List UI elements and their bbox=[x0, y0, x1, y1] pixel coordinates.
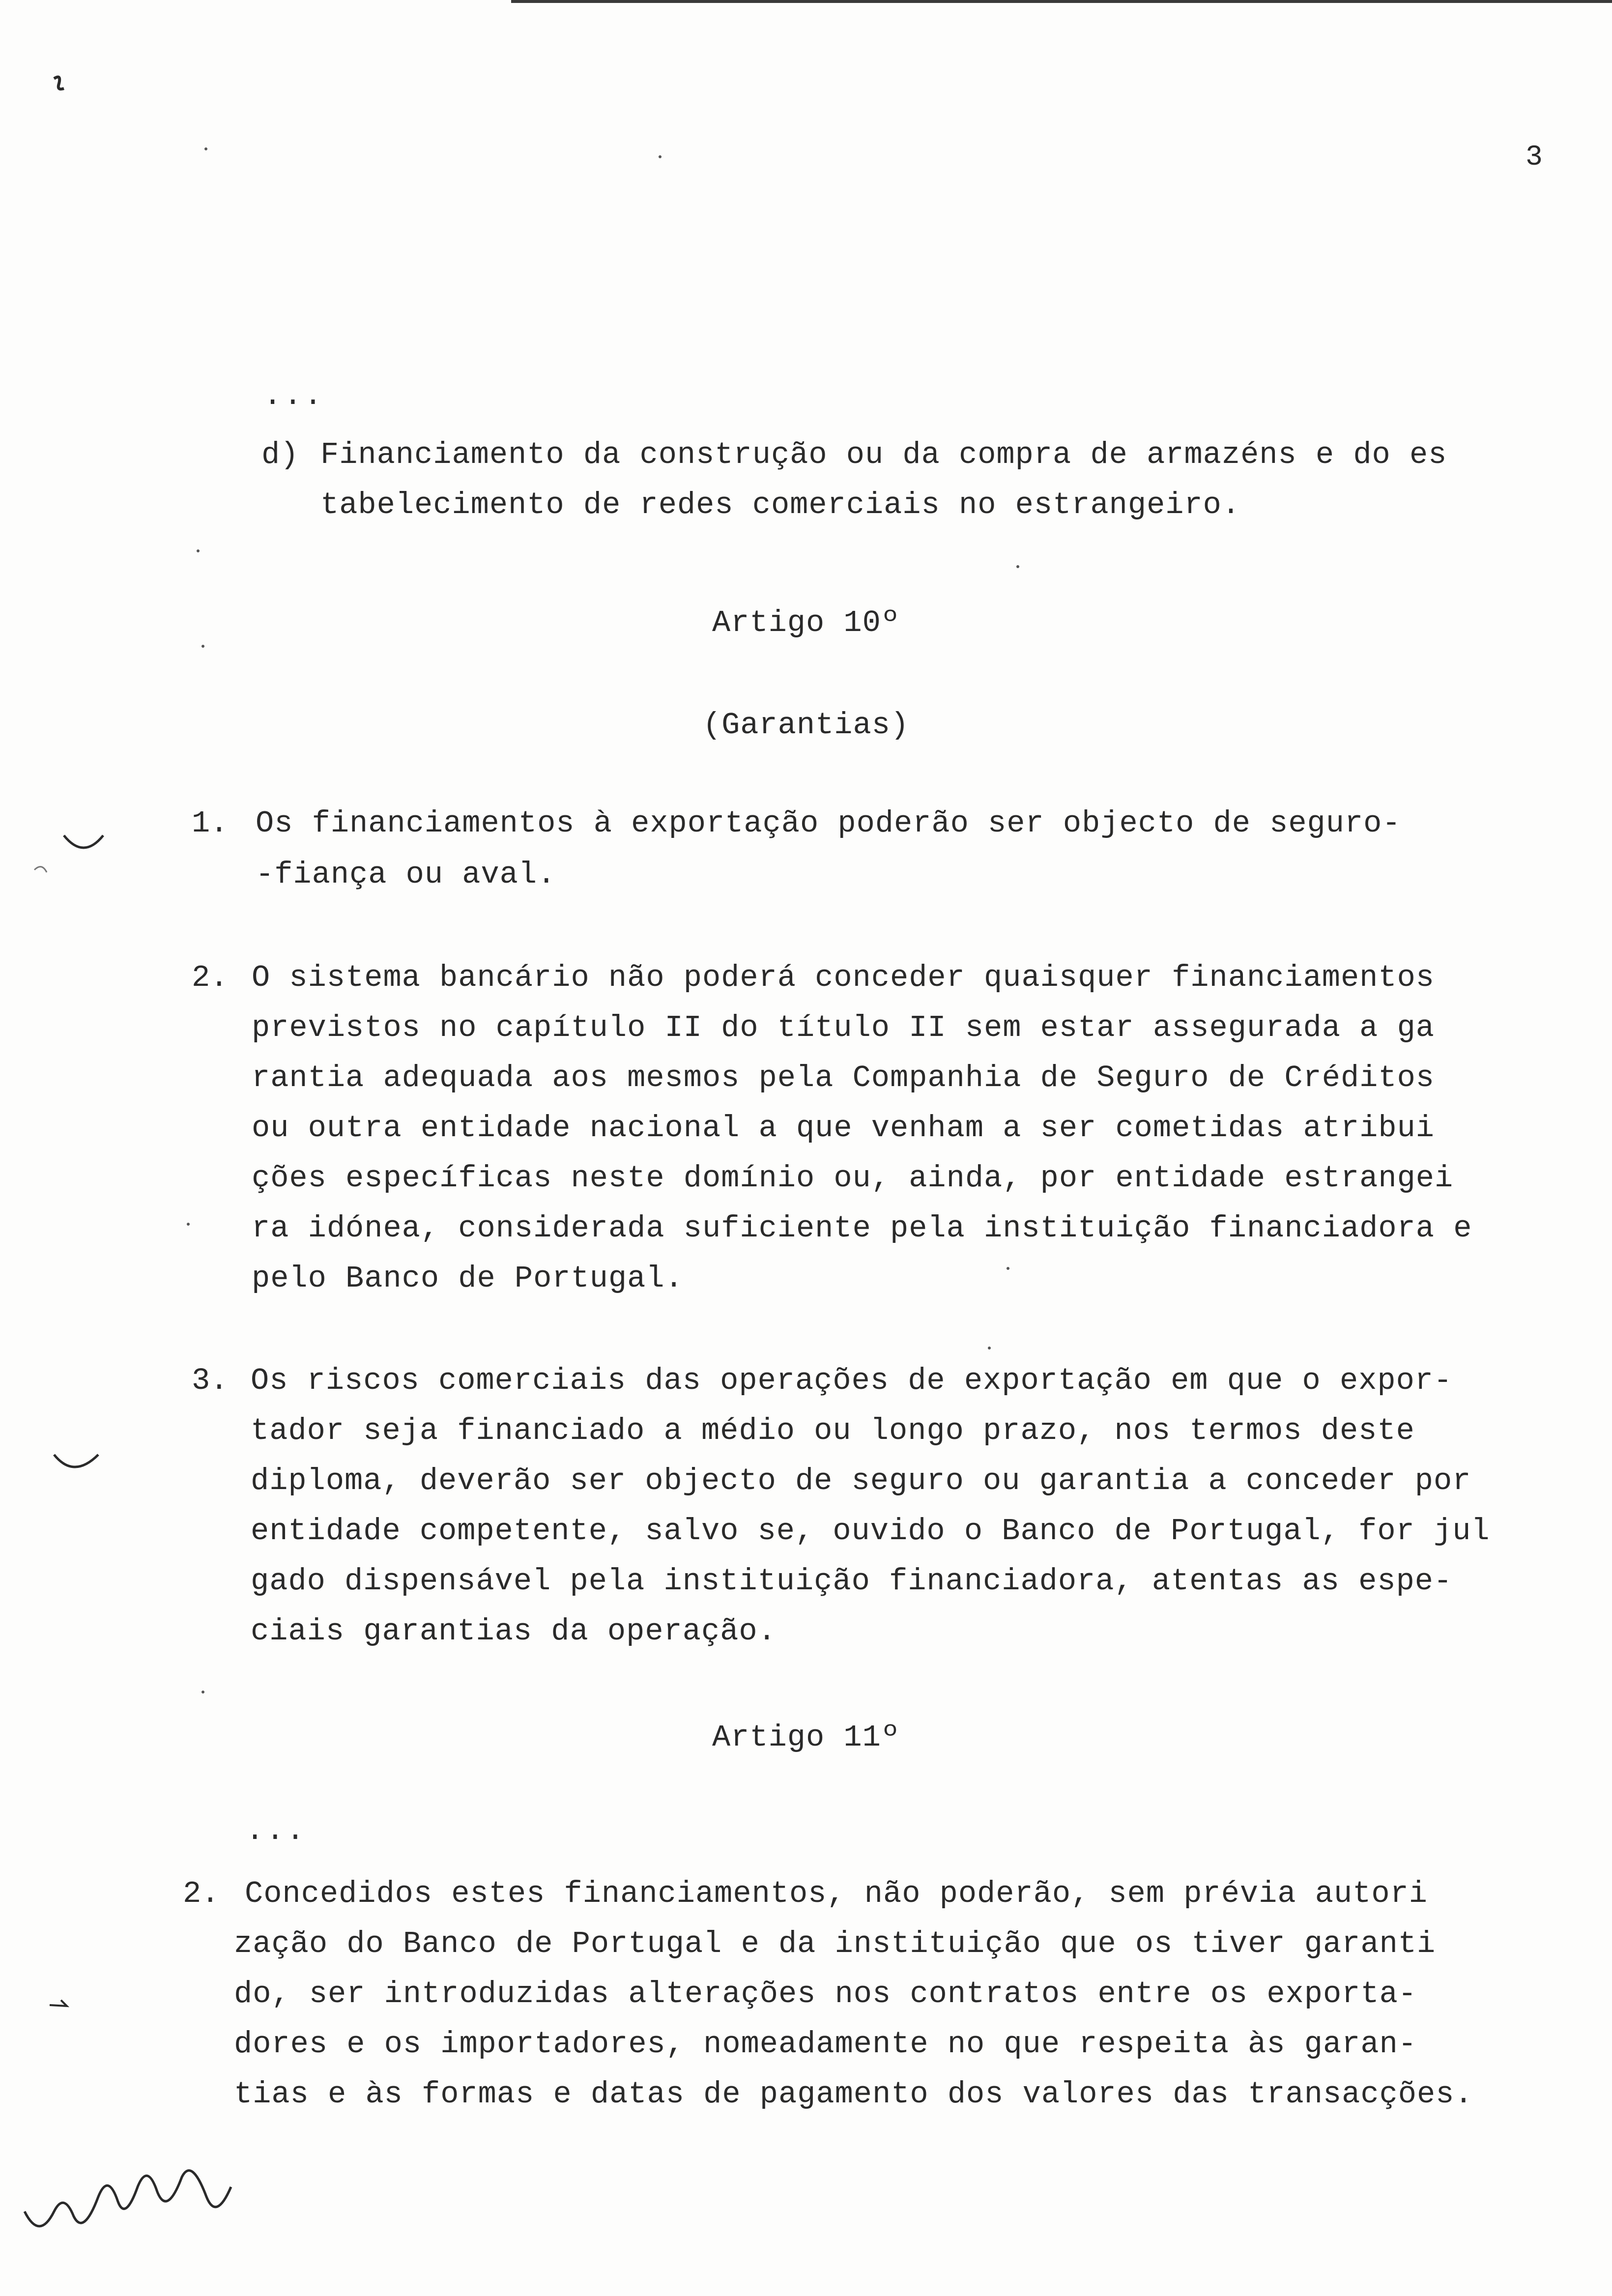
paragraph-number: 2. bbox=[183, 1876, 220, 1911]
scan-speck bbox=[1016, 565, 1019, 568]
paragraph-line: ciais garantias da operação. bbox=[251, 1614, 777, 1649]
paragraph-line: entidade competente, salvo se, ouvido o Banco de Portugal, for jul bbox=[251, 1514, 1490, 1549]
scan-speck bbox=[197, 549, 200, 552]
paragraph-line: ra idónea, considerada suficiente pela instituição financiadora e bbox=[252, 1211, 1472, 1246]
paragraph-line: do, ser introduzidas alterações nos contratos entre os exporta- bbox=[234, 1977, 1417, 2011]
paragraph-line: ções específicas neste domínio ou, ainda, por entidade estrangei bbox=[252, 1161, 1454, 1196]
scan-speck bbox=[202, 645, 204, 648]
paragraph-line: dores e os importadores, nomeadamente no que respeita às garan- bbox=[234, 2027, 1417, 2062]
item-d-label: d) bbox=[261, 437, 299, 472]
scan-speck bbox=[187, 1223, 190, 1226]
margin-arrow-mark bbox=[47, 1995, 77, 2015]
paragraph-line: ou outra entidade nacional a que venham a ser cometidas atribui bbox=[252, 1111, 1435, 1146]
scan-speck bbox=[988, 1347, 991, 1349]
article-10-title: Artigo 10º bbox=[712, 605, 900, 640]
paragraph-line: Os financiamentos à exportação poderão ser objecto de seguro- bbox=[256, 806, 1401, 841]
paragraph-line: Concedidos estes financiamentos, não poderão, sem prévia autori bbox=[245, 1876, 1428, 1911]
page-number: 3 bbox=[1526, 142, 1543, 173]
paragraph-line: gado dispensável pela instituição financiadora, atentas as espe- bbox=[251, 1564, 1453, 1599]
paragraph-number: 2. bbox=[192, 960, 229, 995]
omission-ellipsis: ... bbox=[246, 1813, 307, 1848]
item-d-line: tabelecimento de redes comerciais no estrangeiro. bbox=[320, 488, 1241, 522]
paragraph-line: O sistema bancário não poderá conceder quaisquer financiamentos bbox=[252, 960, 1435, 995]
paragraph-line: diploma, deverão ser objecto de seguro ou garantia a conceder por bbox=[251, 1464, 1471, 1498]
margin-check-mark bbox=[44, 1440, 113, 1499]
omission-ellipsis: ... bbox=[263, 378, 324, 413]
scan-speck bbox=[204, 147, 207, 150]
article-11-title: Artigo 11º bbox=[712, 1720, 900, 1755]
paragraph-line: rantia adequada aos mesmos pela Companhia de Seguro de Créditos bbox=[252, 1061, 1435, 1095]
article-10-subtitle: (Garantias) bbox=[702, 708, 910, 743]
paragraph-line: tias e às formas e datas de pagamento dos valores das transacções. bbox=[234, 2077, 1473, 2112]
paragraph-line: -fiança ou aval. bbox=[256, 857, 556, 892]
paragraph-line: pelo Banco de Portugal. bbox=[252, 1261, 684, 1296]
scan-speck bbox=[1007, 1267, 1009, 1270]
paragraph-line: tador seja financiado a médio ou longo prazo, nos termos deste bbox=[251, 1413, 1415, 1448]
scan-speck bbox=[659, 155, 662, 158]
top-rule bbox=[511, 0, 1612, 3]
paragraph-number: 1. bbox=[192, 806, 229, 841]
scan-speck bbox=[202, 1691, 204, 1693]
paragraph-line: previstos no capítulo II do título II sem estar assegurada a ga bbox=[252, 1010, 1435, 1045]
margin-check-mark bbox=[29, 816, 108, 885]
paragraph-number: 3. bbox=[192, 1363, 229, 1398]
paragraph-line: zação do Banco de Portugal e da instituição que os tiver garanti bbox=[234, 1926, 1436, 1961]
margin-scribble bbox=[44, 69, 74, 98]
item-d-line: Financiamento da construção ou da compra de armazéns e do es bbox=[320, 437, 1447, 472]
margin-signature-scribble bbox=[20, 2143, 246, 2261]
paragraph-line: Os riscos comerciais das operações de exportação em que o expor- bbox=[251, 1363, 1453, 1398]
